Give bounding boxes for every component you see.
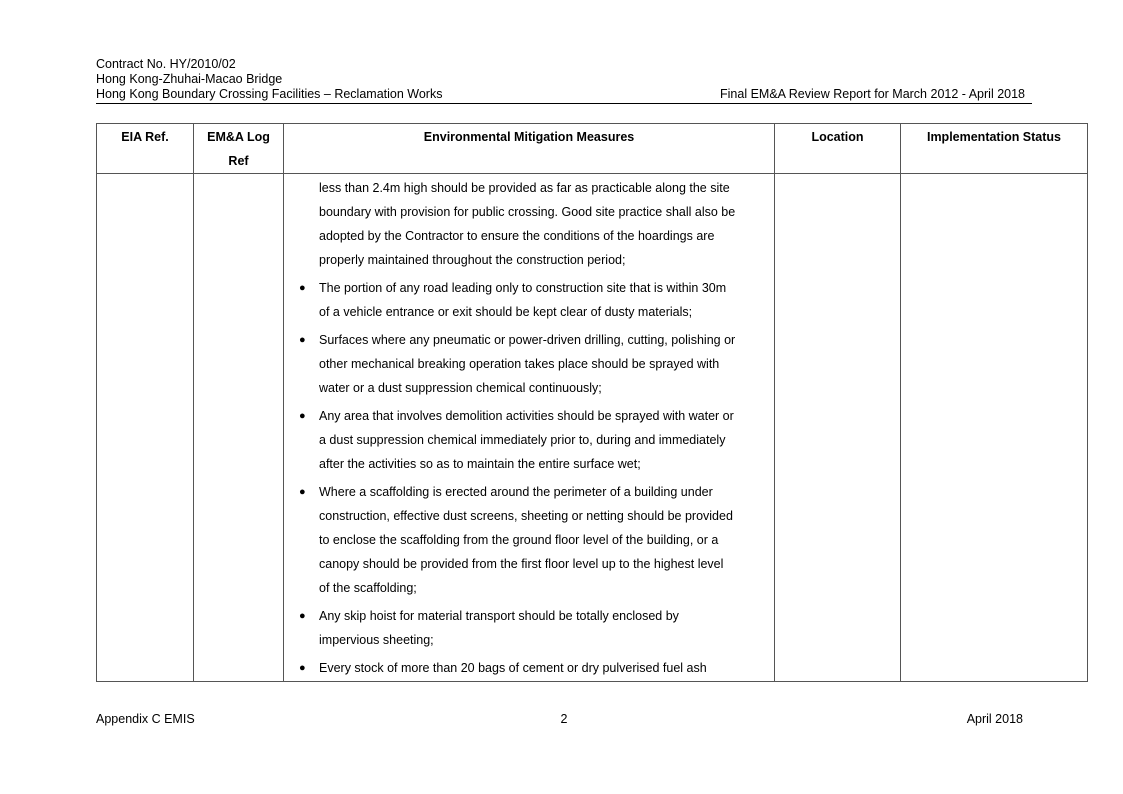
continuation-line: less than 2.4m high should be provided as far as practicable along the site — [319, 181, 730, 195]
list-item-line: a dust suppression chemical immediately prior to, during and immediately — [319, 433, 726, 447]
footer-appendix: Appendix C EMIS — [96, 712, 195, 726]
list-item — [299, 604, 764, 652]
continuation-line: properly maintained throughout the construction period; — [319, 253, 626, 267]
cell-ema-log-ref — [194, 174, 284, 682]
header-divider — [96, 103, 1032, 104]
col-header-mitigation-measures: Environmental Mitigation Measures — [284, 124, 775, 174]
bullet-icon: ● — [299, 334, 306, 346]
page-number: 2 — [560, 712, 568, 726]
bullet-icon: ● — [299, 662, 306, 674]
list-item-line: to enclose the scaffolding from the ground floor level of the building, or a — [319, 533, 719, 547]
continuation-line: adopted by the Contractor to ensure the conditions of the hoardings are — [319, 229, 715, 243]
list-item — [299, 276, 764, 324]
list-item-line: of a vehicle entrance or exit should be kept clear of dusty materials; — [319, 305, 693, 319]
list-item — [299, 656, 764, 680]
list-item-line: of the scaffolding; — [319, 581, 417, 595]
bullet-icon: ● — [299, 486, 306, 498]
measures-list — [299, 276, 764, 680]
col-header-ema-log-ref — [194, 124, 284, 174]
document-header — [96, 57, 442, 102]
list-item-line: Where a scaffolding is erected around the perimeter of a building under — [319, 485, 713, 499]
col-header-ema-log-ref-label: EM&A Log Ref — [207, 130, 270, 168]
report-title: Final EM&A Review Report for March 2012 - April 2018 — [720, 87, 1025, 101]
list-item — [299, 404, 764, 476]
bullet-icon: ● — [299, 410, 306, 422]
list-item-line: after the activities so as to maintain the entire surface wet; — [319, 457, 641, 471]
footer-date: April 2018 — [966, 712, 1023, 726]
list-item — [299, 328, 764, 400]
list-item-line: other mechanical breaking operation takes place should be sprayed with — [319, 357, 720, 371]
list-item-line: Every stock of more than 20 bags of cement or dry pulverised fuel ash — [319, 661, 707, 675]
list-item-line: construction, effective dust screens, sheeting or netting should be provided — [319, 509, 733, 523]
bullet-icon: ● — [299, 282, 306, 294]
project-name: Hong Kong-Zhuhai-Macao Bridge — [96, 72, 283, 86]
continuation-line: boundary with provision for public crossing. Good site practice shall also be — [319, 205, 736, 219]
emis-table — [96, 123, 1088, 682]
works-name: Hong Kong Boundary Crossing Facilities – Reclamation Works — [96, 87, 443, 101]
bullet-icon: ● — [299, 610, 306, 622]
cell-location — [775, 174, 901, 682]
list-item-line: Any skip hoist for material transport should be totally enclosed by — [319, 609, 679, 623]
list-item-line: impervious sheeting; — [319, 633, 434, 647]
list-item-line: canopy should be provided from the first floor level up to the highest level — [319, 557, 724, 571]
cell-mitigation-measures — [284, 174, 775, 682]
list-item-line: The portion of any road leading only to construction site that is within 30m — [319, 281, 727, 295]
list-item-line: Surfaces where any pneumatic or power-driven drilling, cutting, polishing or — [319, 333, 736, 347]
list-item — [299, 480, 764, 600]
col-header-eia-ref: EIA Ref. — [97, 124, 194, 174]
contract-number: Contract No. HY/2010/02 — [96, 57, 236, 71]
col-header-implementation-status: Implementation Status — [901, 124, 1088, 174]
table-row — [97, 174, 1088, 682]
col-header-location: Location — [775, 124, 901, 174]
cell-implementation-status — [901, 174, 1088, 682]
list-item-line: Any area that involves demolition activities should be sprayed with water or — [319, 409, 734, 423]
cell-eia-ref — [97, 174, 194, 682]
list-item-line: water or a dust suppression chemical continuously; — [319, 381, 602, 395]
table-header-row — [97, 124, 1088, 174]
